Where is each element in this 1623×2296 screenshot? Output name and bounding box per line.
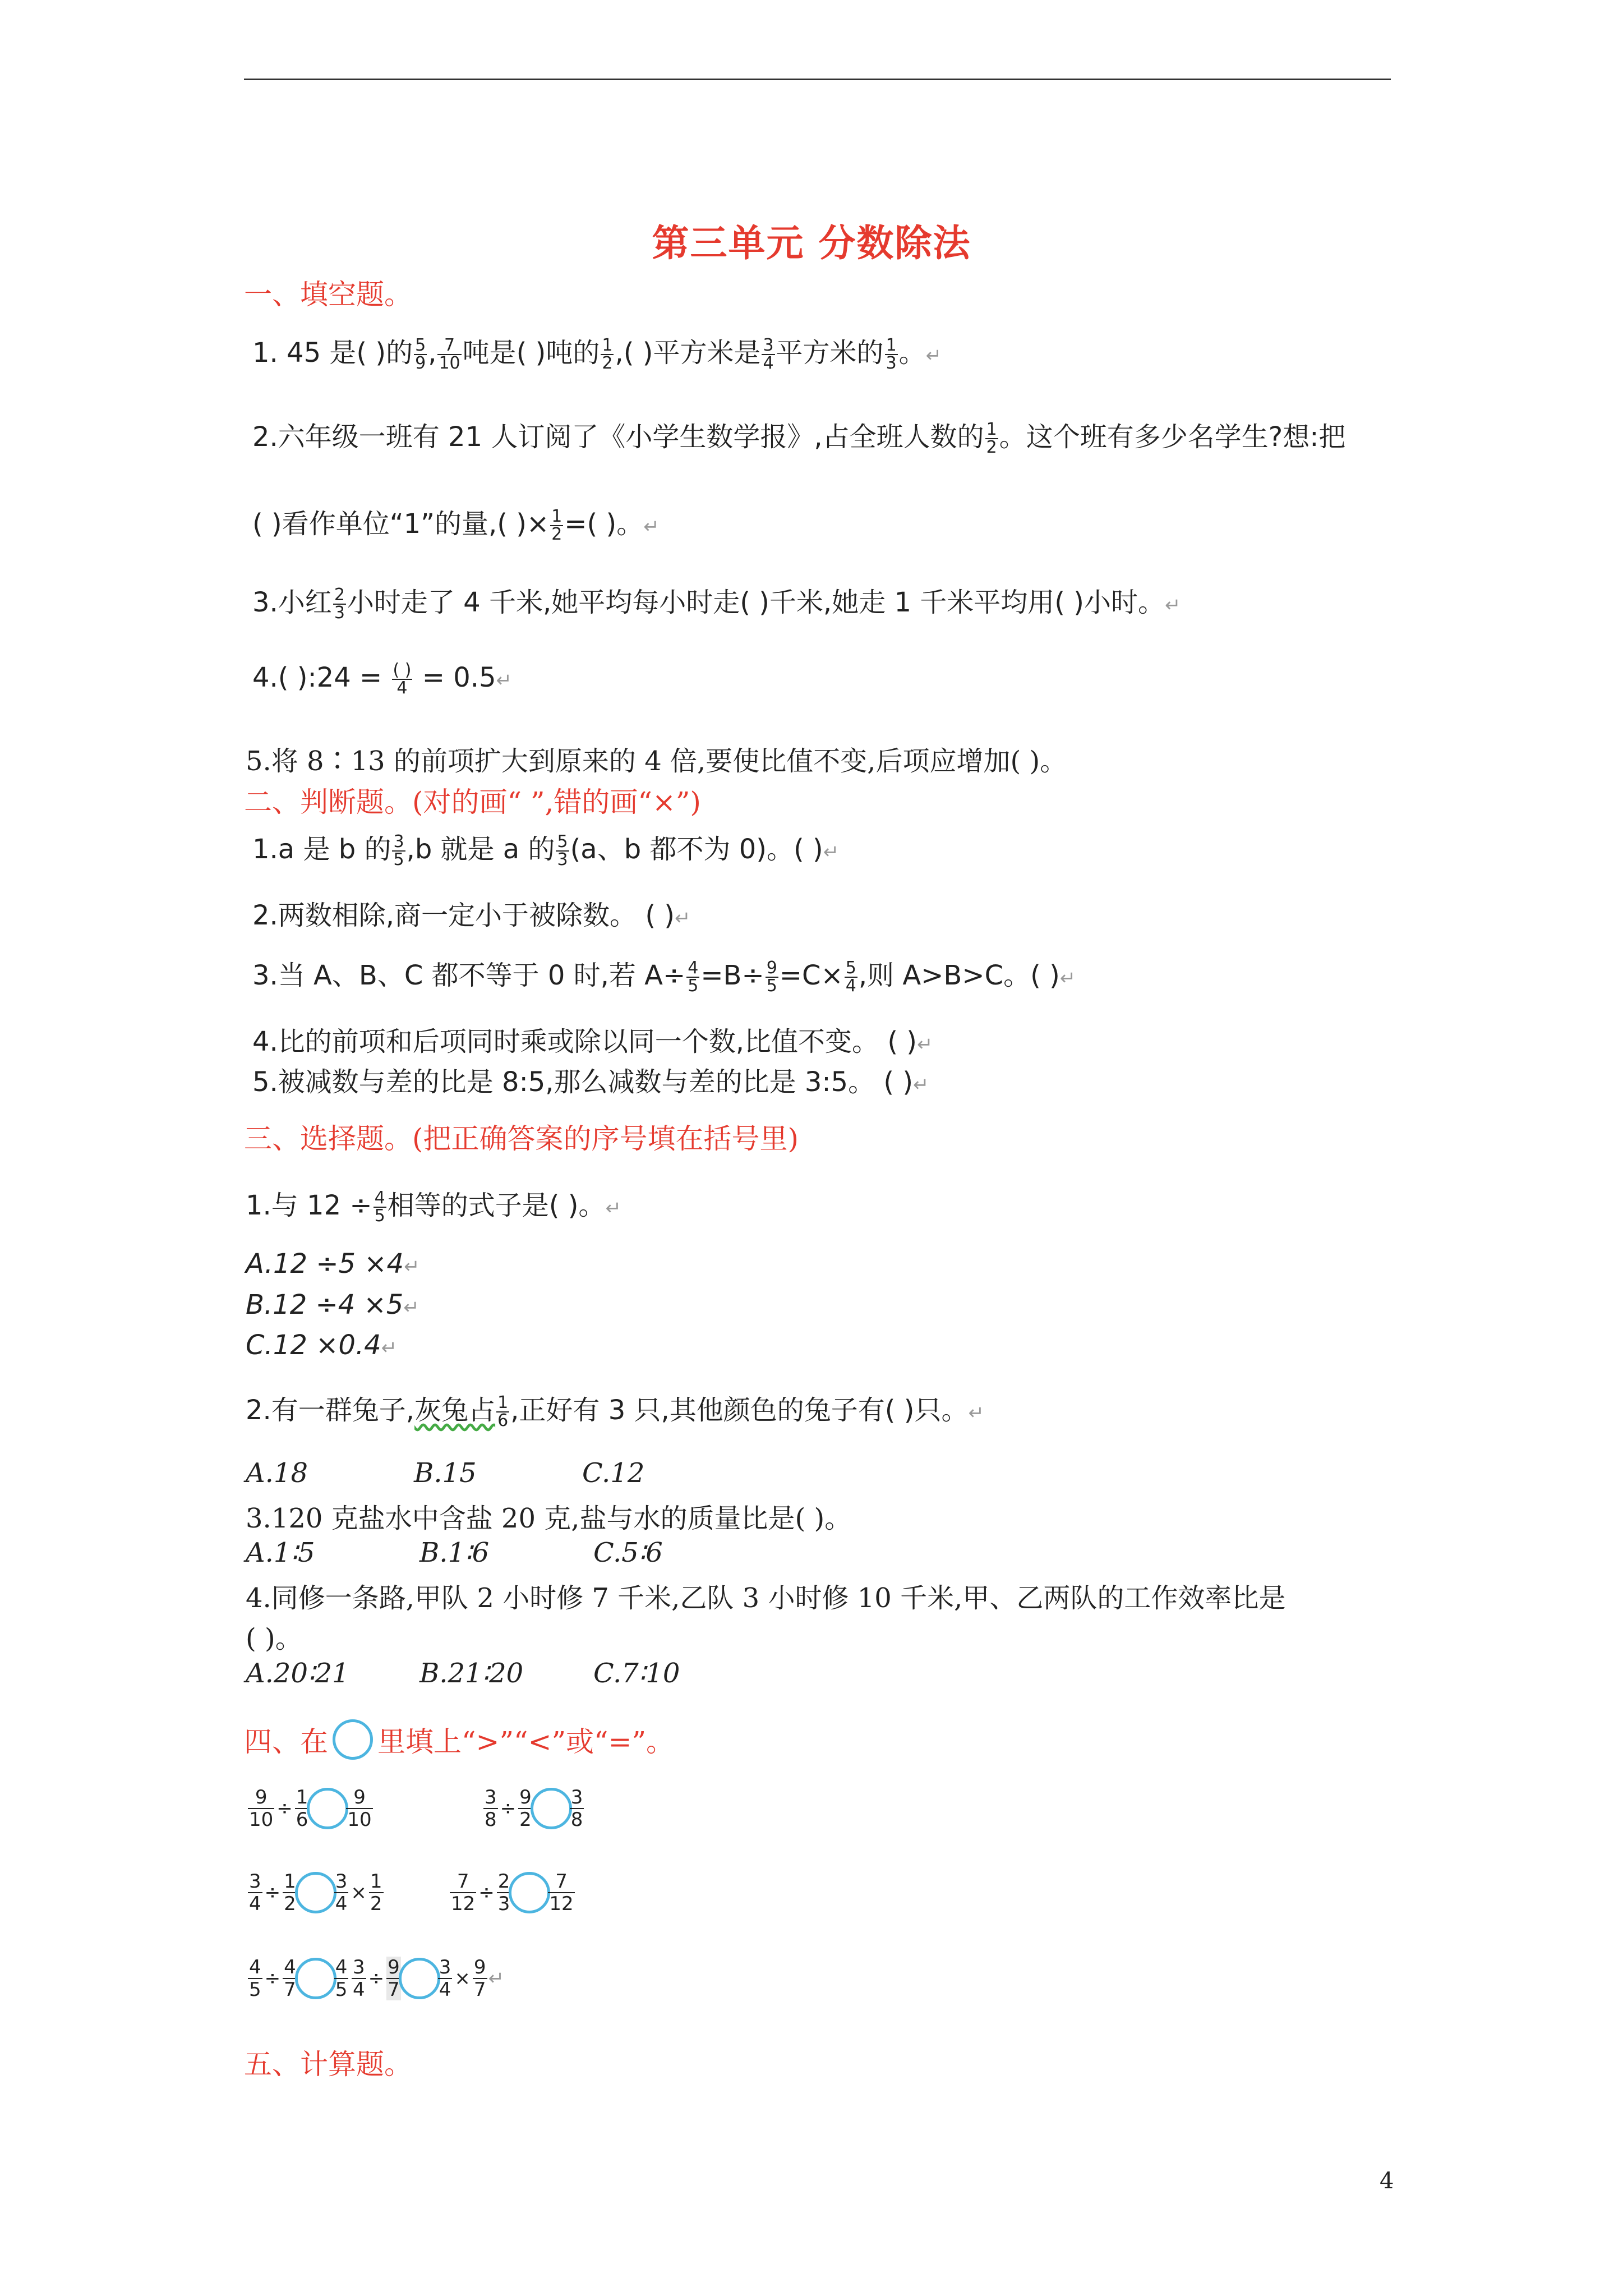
question-1-1: 1. 45 是( )的 $\frac{5}{9}$ , $\frac{7}{10}$ 吨是( )吨的 $\frac{1}{2}$ ,( )平方米是 $\frac{3}{4}$ 平方米的 $\frac{1}{3}$ 。↵: [252, 335, 942, 373]
section-4-heading: 四、在 里填上“>”“<”或“=”。: [244, 1719, 674, 1760]
question-3-2: 2.有一群兔子,灰兔占 $\frac{1}{6}$ ,正好有 3 只,其他颜色的兔子有( )只。↵: [246, 1393, 984, 1430]
options-3-3: [246, 1537, 767, 1568]
question-2-5: 5.被减数与差的比是 8:5,那么减数与差的比是 3:5。 ( )↵: [252, 1066, 929, 1098]
compare-circle[interactable]: [509, 1872, 550, 1913]
compare-circle[interactable]: [531, 1788, 572, 1829]
compare-item-2: $\frac{3}{8}$ ÷ $\frac{9}{2}$ $\frac{3}{8}$: [485, 1786, 583, 1831]
question-3-4-line1: 4.同修一条路,甲队 2 小时修 7 千米,乙队 3 小时修 10 千米,甲、乙两队的工作效率比是: [246, 1582, 1286, 1614]
header-rule: [244, 79, 1391, 80]
compare-item-5: $\frac{4}{5}$ ÷ $\frac{4}{7}$ $\frac{4}{5}$: [249, 1956, 348, 2001]
compare-item-6: $\frac{3}{4}$ ÷ $\frac{9}{7}$ $\frac{3}{4}$ × $\frac{9}{7}$ ↵: [353, 1956, 505, 2001]
section-2-heading: 二、判断题。(对的画“ ”,错的画“×”): [244, 786, 701, 818]
compare-item-3: $\frac{3}{4}$ ÷ $\frac{1}{2}$ $\frac{3}{4}$ × $\frac{1}{2}$: [249, 1870, 382, 1915]
section-5-heading: 五、计算题。: [244, 2048, 412, 2081]
option-3-4-a: A.20∶21: [246, 1658, 349, 1689]
option-3-3-b: B.1∶6: [419, 1537, 490, 1568]
question-1-3: 3.小红 $\frac{2}{3}$ 小时走了 4 千米,她平均每小时走( )千米,她走 1 千米平均用( )小时。↵: [252, 585, 1181, 623]
section-1-heading: 一、填空题。: [244, 278, 412, 311]
option-3-1-a: A.12 ÷5 ×4↵: [246, 1248, 420, 1280]
compare-circle[interactable]: [295, 1958, 336, 1999]
section-3-heading: 三、选择题。(把正确答案的序号填在括号里): [244, 1122, 799, 1155]
compare-circle[interactable]: [399, 1958, 440, 1999]
question-1-2-line2: ( )看作单位“1”的量,( )× $\frac{1}{2}$ =( )。↵: [252, 507, 660, 544]
question-2-3: 3.当 A、B、C 都不等于 0 时,若 A÷ $\frac{4}{5}$ =B÷ $\frac{9}{5}$ =C× $\frac{5}{4}$ ,则 A>B>C。( )↵: [252, 958, 1076, 996]
question-3-1: 1.与 12 ÷ $\frac{4}{5}$ 相等的式子是( )。↵: [246, 1188, 621, 1226]
question-1-5: 5.将 8∶13 的前项扩大到原来的 4 倍,要使比值不变,后项应增加( )。: [246, 746, 1067, 777]
options-3-2: [246, 1457, 750, 1489]
option-3-3-a: A.1∶5: [246, 1537, 315, 1568]
question-1-2-line1: 2.六年级一班有 21 人订阅了《小学生数学报》,占全班人数的 $\frac{1}{2}$ 。这个班有多少名学生?想:把: [252, 420, 1346, 457]
page-title: 第三单元 分数除法: [652, 221, 971, 265]
compare-item-4: $\frac{7}{12}$ ÷ $\frac{2}{3}$ $\frac{7}{12}$: [451, 1870, 574, 1915]
option-3-2-c: C.12: [582, 1457, 645, 1489]
compare-item-1: $\frac{9}{10}$ ÷ $\frac{1}{6}$ $\frac{9}{10}$: [249, 1786, 372, 1831]
question-2-2: 2.两数相除,商一定小于被除数。 ( )↵: [252, 900, 691, 931]
option-3-4-b: B.21∶20: [419, 1658, 524, 1689]
question-2-4: 4.比的前项和后项同时乘或除以同一个数,比值不变。 ( )↵: [252, 1026, 933, 1057]
circle-icon: [333, 1719, 373, 1760]
compare-circle[interactable]: [307, 1788, 348, 1829]
question-3-3: 3.120 克盐水中含盐 20 克,盐与水的质量比是( )。: [246, 1503, 852, 1534]
options-3-4: [246, 1658, 767, 1689]
option-3-2-b: B.15: [414, 1457, 477, 1489]
option-3-2-a: A.18: [246, 1457, 308, 1489]
question-3-4-line2: ( )。: [246, 1623, 302, 1654]
compare-circle[interactable]: [295, 1872, 336, 1913]
option-3-1-c: C.12 ×0.4↵: [246, 1329, 398, 1361]
option-3-4-c: C.7∶10: [593, 1658, 680, 1689]
option-3-3-c: C.5∶6: [593, 1537, 663, 1568]
page-number: 4: [1380, 2168, 1394, 2194]
question-2-1: 1.a 是 b 的 $\frac{3}{5}$ ,b 就是 a 的 $\frac{5}{3}$ (a、b 都不为 0)。( )↵: [252, 832, 840, 869]
question-1-4: 4.( ):24 = $\frac{( )}{4}$ = 0.5↵: [252, 660, 513, 698]
option-3-1-b: B.12 ÷4 ×5↵: [246, 1289, 419, 1320]
